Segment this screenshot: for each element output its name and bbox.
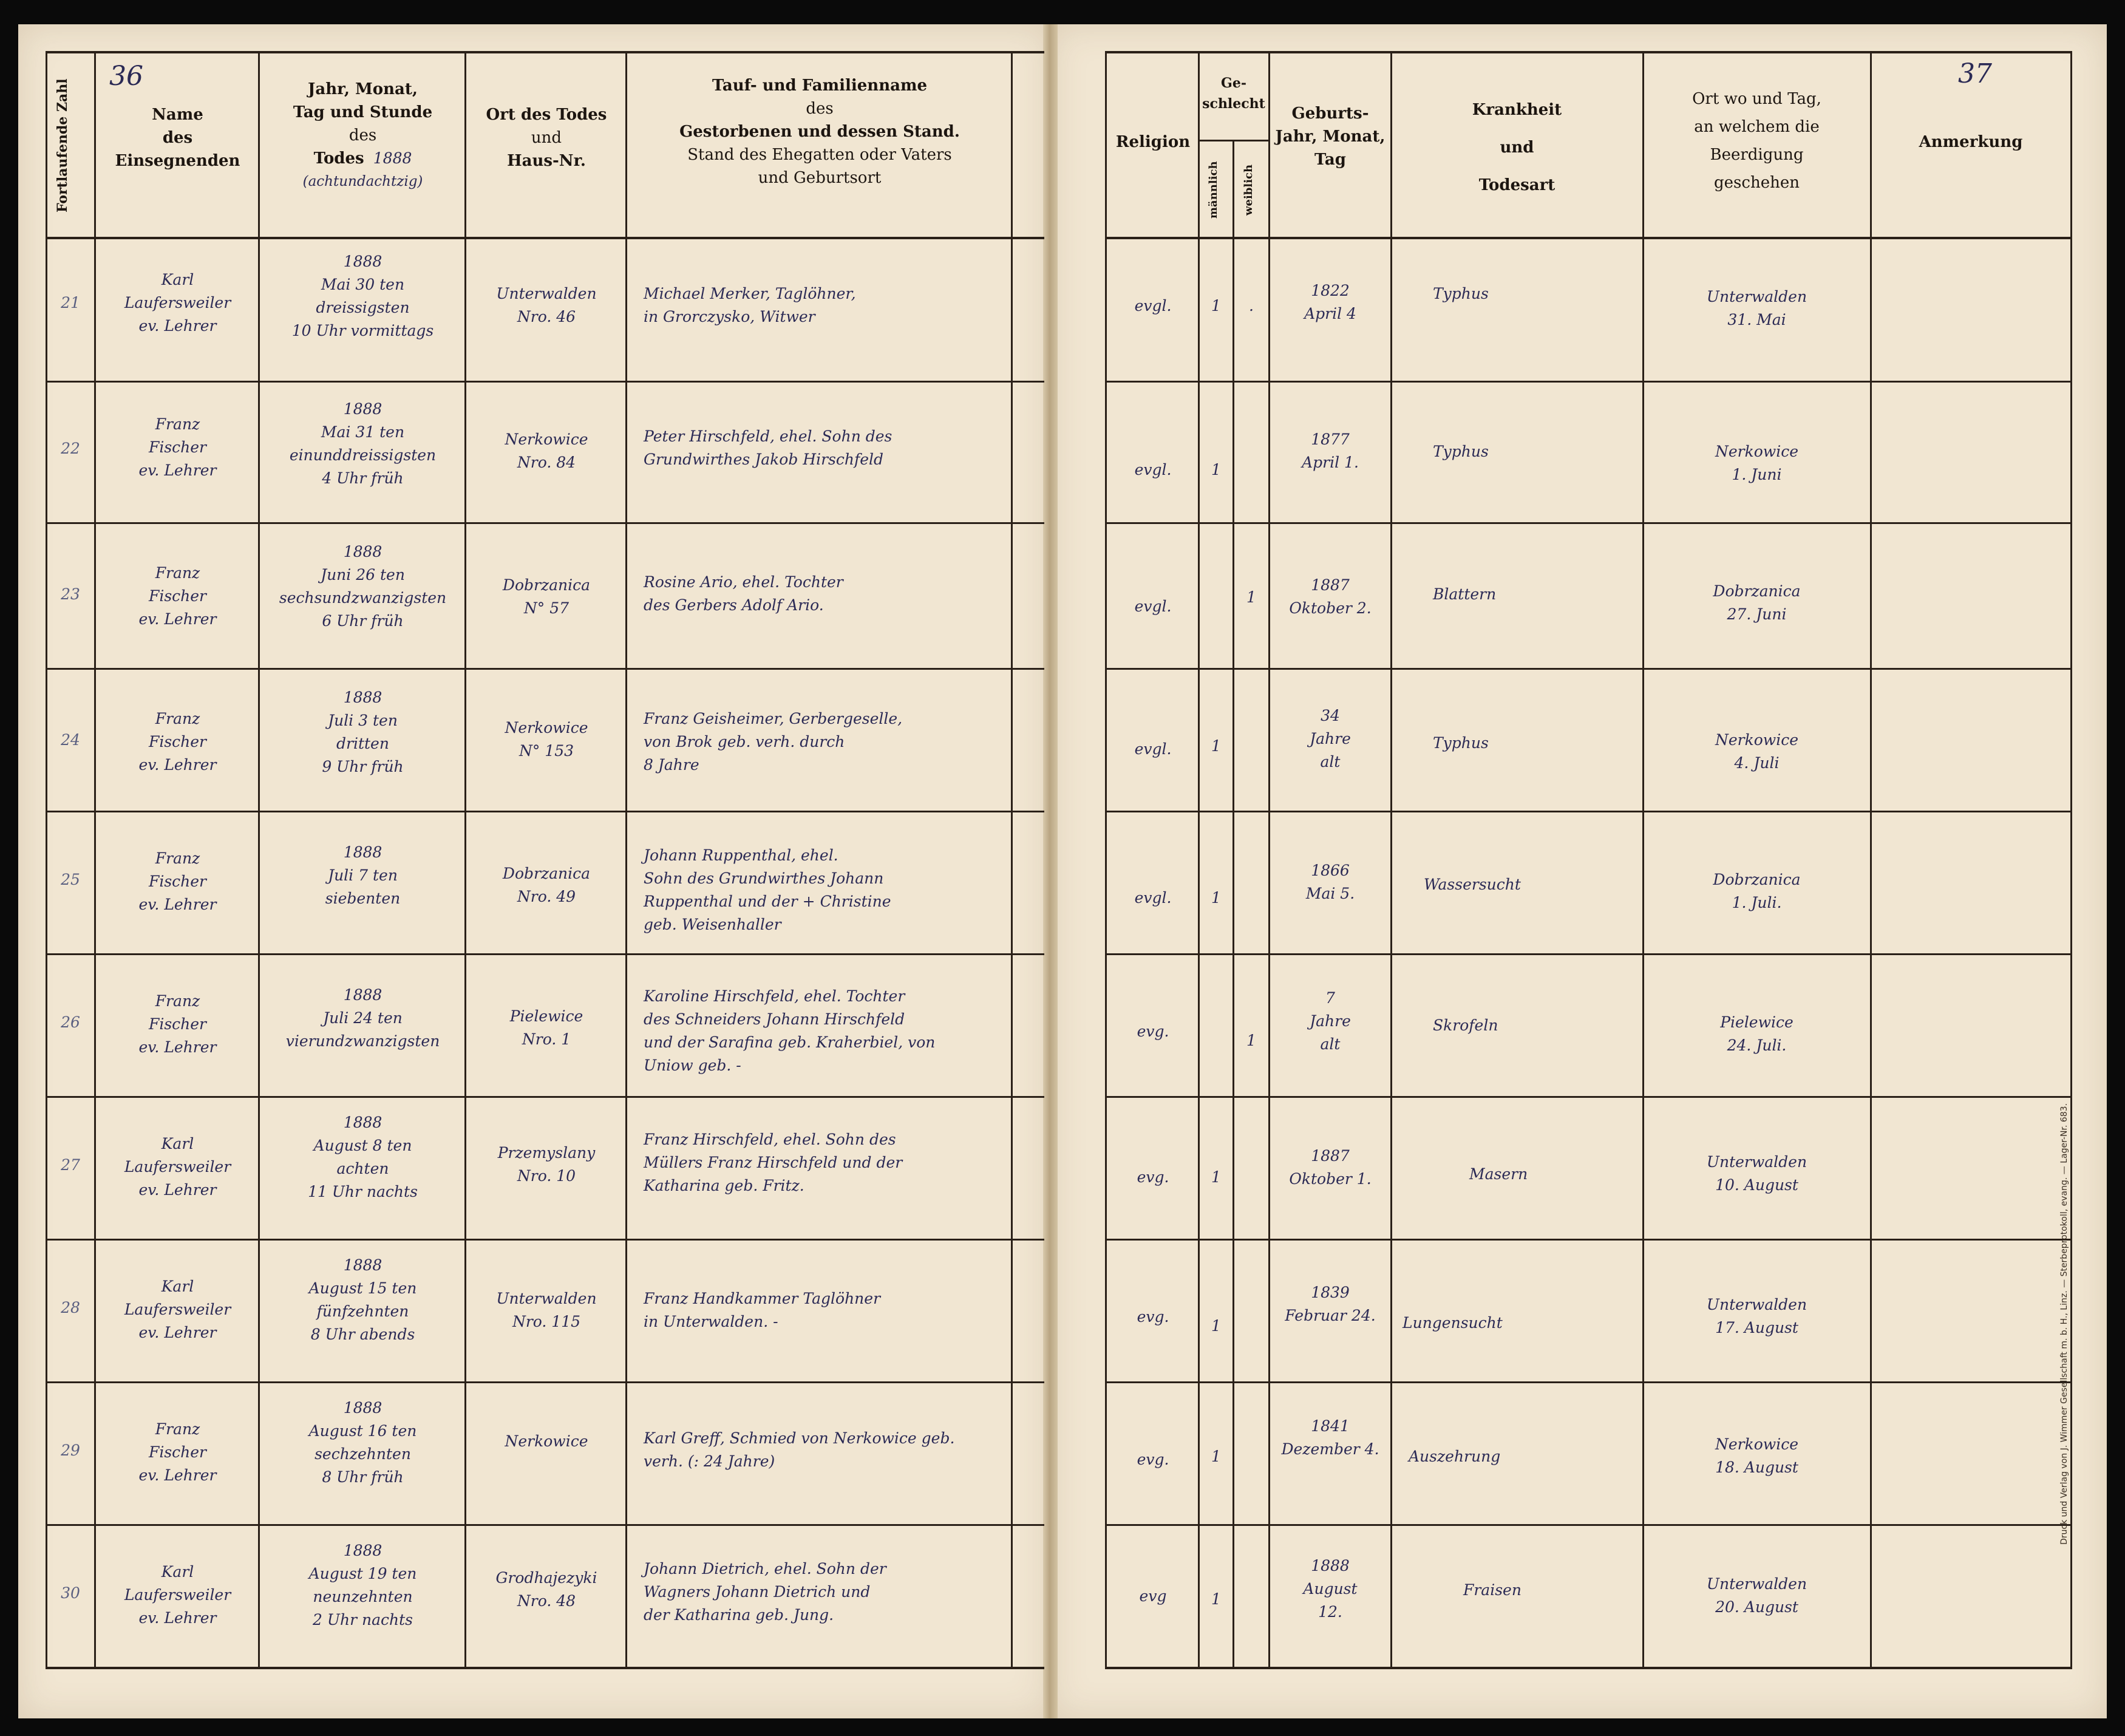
row-place: Nerkowice N° 153 <box>505 719 588 760</box>
header-seq: Fortlaufende Zahl <box>55 78 70 213</box>
row-place: Unterwalden Nro. 115 <box>496 1290 597 1330</box>
row-date: 1888 August 15 ten fünfzehnten 8 Uhr abends <box>308 1256 417 1343</box>
row-person: Rosine Ario, ehel. Tochter des Gerbers Adolf Ario. <box>644 573 843 614</box>
row-seq: 29 <box>61 1442 80 1459</box>
header-name: Name des Einsegnenden <box>115 106 240 170</box>
row-illness: Masern <box>1469 1165 1528 1183</box>
row-burial: Dobrzanica 1. Juli. <box>1713 871 1801 911</box>
row-male: 1 <box>1211 1448 1221 1465</box>
header-date-des: des <box>348 126 377 145</box>
book-spine <box>1043 24 1058 1718</box>
row-illness: Typhus <box>1433 443 1489 460</box>
row-place: Przemyslany Nro. 10 <box>497 1144 596 1185</box>
row-female: 1 <box>1246 1032 1256 1049</box>
row-person: Karl Greff, Schmied von Nerkowice geb. verh. (: 24 Jahre) <box>644 1429 955 1470</box>
row-person: Franz Geisheimer, Gerbergeselle, von Brok geb. verh. durch 8 Jahre <box>644 710 903 774</box>
row-male: 1 <box>1211 461 1221 478</box>
row-birth: 34 Jahre alt <box>1310 707 1351 771</box>
row-illness: Wassersucht <box>1424 876 1521 893</box>
row-place: Nerkowice Nro. 84 <box>505 431 588 471</box>
row-person: Peter Hirschfeld, ehel. Sohn des Grundwirthes Jakob Hirschfeld <box>644 427 892 468</box>
row-birth: 1822 April 4 <box>1304 282 1356 322</box>
row-seq: 24 <box>61 731 80 749</box>
row-religion: evg. <box>1137 1168 1169 1186</box>
row-religion: evg. <box>1137 1308 1169 1326</box>
row-place: Pielewice Nro. 1 <box>509 1007 583 1048</box>
header-female: weiblich <box>1242 164 1255 216</box>
row-burial: Unterwalden 31. Mai <box>1706 288 1807 328</box>
row-person: Johann Dietrich, ehel. Sohn der Wagners Johann Dietrich und der Katharina geb. Jung. <box>644 1560 886 1624</box>
row-place: Grodhajezyki Nro. 48 <box>495 1569 597 1610</box>
row-burial: Dobrzanica 27. Juni <box>1713 582 1801 623</box>
row-birth: 1877 April 1. <box>1302 431 1359 471</box>
row-date: 1888 Juli 24 ten vierundzwanzigsten <box>285 986 440 1050</box>
row-burial: Unterwalden 10. August <box>1706 1153 1807 1194</box>
row-male: 1 <box>1211 889 1221 907</box>
row-illness: Typhus <box>1433 285 1489 302</box>
header-person-bold: Tauf- und Familienname <box>712 77 928 95</box>
page-number-right: 37 <box>1958 58 1992 89</box>
header-place <box>467 103 625 172</box>
header-male: männlich <box>1207 161 1220 219</box>
header-place-und: und <box>531 129 562 147</box>
row-seq: 21 <box>61 294 80 311</box>
row-male: 1 <box>1211 1168 1221 1186</box>
row-illness: Blattern <box>1433 585 1497 603</box>
row-burial: Nerkowice 1. Juni <box>1715 443 1798 483</box>
header-date-todes: Todes <box>313 149 364 168</box>
row-religion: evgl. <box>1134 597 1172 615</box>
header-person-line5: und Geburtsort <box>758 169 882 187</box>
row-place: Dobrzanica Nro. 49 <box>502 865 591 905</box>
printer-note: Druck und Verlag von J. Wimmer Gesellschaft m. b. H., Linz. — Sterbeprotokoll, evang. — Lager-Nr. 683. <box>2059 1103 2069 1545</box>
row-date: 1888 August 8 ten achten 11 Uhr nachts <box>308 1114 418 1200</box>
row-name: Franz Fischer ev. Lehrer <box>138 1420 217 1484</box>
row-burial: Nerkowice 4. Juli <box>1715 731 1798 772</box>
row-place: Unterwalden Nro. 46 <box>496 285 597 325</box>
header-date-bold: Jahr, Monat, Tag und Stunde <box>293 80 433 121</box>
header-place-bold: Ort des Todes <box>486 106 607 124</box>
header-person-line3: Gestorbenen und dessen Stand. <box>679 123 960 141</box>
row-burial: Pielewice 24. Juli. <box>1720 1013 1793 1054</box>
row-religion: evgl. <box>1134 297 1172 315</box>
row-place: Dobrzanica N° 57 <box>502 576 591 617</box>
row-date: 1888 Mai 30 ten dreissigsten 10 Uhr vormittags <box>291 253 434 339</box>
header-person <box>628 74 1011 189</box>
row-name: Karl Laufersweiler ev. Lehrer <box>124 1563 231 1627</box>
header-illness: Krankheit und Todesart <box>1472 101 1562 194</box>
row-birth: 1887 Oktober 1. <box>1289 1147 1372 1188</box>
header-birth: Geburts- Jahr, Monat, Tag <box>1275 104 1386 169</box>
row-burial: Unterwalden 17. August <box>1706 1296 1807 1336</box>
row-illness: Typhus <box>1433 734 1489 752</box>
row-seq: 27 <box>61 1156 80 1174</box>
row-religion: evgl. <box>1134 889 1172 907</box>
row-male: 1 <box>1211 1590 1221 1608</box>
row-date: 1888 Mai 31 ten einunddreissigsten 4 Uhr früh <box>289 400 437 487</box>
row-name: Franz Fischer ev. Lehrer <box>138 992 217 1056</box>
row-seq: 22 <box>61 440 80 457</box>
header-person-des: des <box>806 100 834 118</box>
header-date <box>261 78 464 193</box>
row-illness: Fraisen <box>1463 1581 1521 1599</box>
row-date: 1888 August 19 ten neunzehnten 2 Uhr nachts <box>308 1542 417 1629</box>
row-name: Franz Fischer ev. Lehrer <box>138 415 217 479</box>
row-place: Nerkowice <box>505 1432 588 1450</box>
row-seq: 30 <box>61 1584 80 1602</box>
row-name: Karl Laufersweiler ev. Lehrer <box>124 271 231 335</box>
row-date: 1888 Juli 3 ten dritten 9 Uhr früh <box>322 689 404 775</box>
row-person: Franz Hirschfeld, ehel. Sohn des Müllers Franz Hirschfeld und der Katharina geb. Fritz. <box>644 1131 903 1194</box>
row-burial: Nerkowice 18. August <box>1715 1435 1798 1476</box>
row-person: Karoline Hirschfeld, ehel. Tochter des Schneiders Johann Hirschfeld und der Sarafina geb. Kraherbiel, von Uniow geb. - <box>644 987 936 1074</box>
header-remark: Anmerkung <box>1919 133 2023 151</box>
row-name: Franz Fischer ev. Lehrer <box>138 564 217 628</box>
row-religion: evgl. <box>1134 740 1172 758</box>
row-date: 1888 Juni 26 ten sechsundzwanzigsten 6 Uhr früh <box>279 543 447 630</box>
row-female: 1 <box>1246 588 1256 606</box>
header-sex: Ge- schlecht <box>1202 75 1265 112</box>
header-date-year-words: (achtundachtzig) <box>302 174 423 189</box>
row-illness: Lungensucht <box>1402 1314 1503 1332</box>
row-person: Franz Handkammer Taglöhner in Unterwalden. - <box>644 1290 881 1330</box>
row-seq: 23 <box>61 585 80 603</box>
row-seq: 28 <box>61 1299 80 1316</box>
row-name: Franz Fischer ev. Lehrer <box>138 710 217 774</box>
row-name: Karl Laufersweiler ev. Lehrer <box>124 1278 231 1341</box>
header-date-year: 1888 <box>373 149 412 167</box>
page-number-left: 36 <box>109 61 143 92</box>
row-religion: evg. <box>1137 1023 1169 1040</box>
row-birth: 1888 August 12. <box>1303 1557 1358 1621</box>
header-person-line4: Stand des Ehegatten oder Vaters <box>687 146 952 164</box>
row-burial: Unterwalden 20. August <box>1706 1575 1807 1616</box>
row-birth: 1841 Dezember 4. <box>1281 1417 1379 1458</box>
row-birth: 7 Jahre alt <box>1310 989 1351 1053</box>
row-male: 1 <box>1211 1317 1221 1335</box>
row-male: 1 <box>1211 297 1221 315</box>
row-birth: 1866 Mai 5. <box>1305 862 1355 902</box>
row-seq: 25 <box>61 871 80 888</box>
header-burial: Ort wo und Tag, an welchem die Beerdigung geschehen <box>1692 90 1821 192</box>
row-female: . <box>1249 297 1254 315</box>
row-date: 1888 August 16 ten sechzehnten 8 Uhr früh <box>308 1399 417 1486</box>
row-seq: 26 <box>61 1013 80 1031</box>
row-religion: evgl. <box>1134 461 1172 478</box>
header-religion: Religion <box>1115 133 1191 151</box>
row-illness: Auszehrung <box>1409 1448 1501 1465</box>
row-person: Michael Merker, Taglöhner, in Grorczysko, Witwer <box>644 285 856 325</box>
row-male: 1 <box>1211 737 1221 755</box>
row-name: Karl Laufersweiler ev. Lehrer <box>124 1135 231 1199</box>
header-place-nr: Haus-Nr. <box>507 152 586 170</box>
row-birth: 1839 Februar 24. <box>1285 1284 1376 1324</box>
row-illness: Skrofeln <box>1433 1016 1498 1034</box>
row-name: Franz Fischer ev. Lehrer <box>138 849 217 913</box>
row-birth: 1887 Oktober 2. <box>1289 576 1372 617</box>
row-date: 1888 Juli 7 ten siebenten <box>325 843 401 907</box>
row-person: Johann Ruppenthal, ehel. Sohn des Grundwirthes Johann Ruppenthal und der + Christine geb. Weisenhaller <box>644 846 891 933</box>
row-religion: evg <box>1139 1587 1167 1605</box>
row-religion: evg. <box>1137 1451 1169 1468</box>
